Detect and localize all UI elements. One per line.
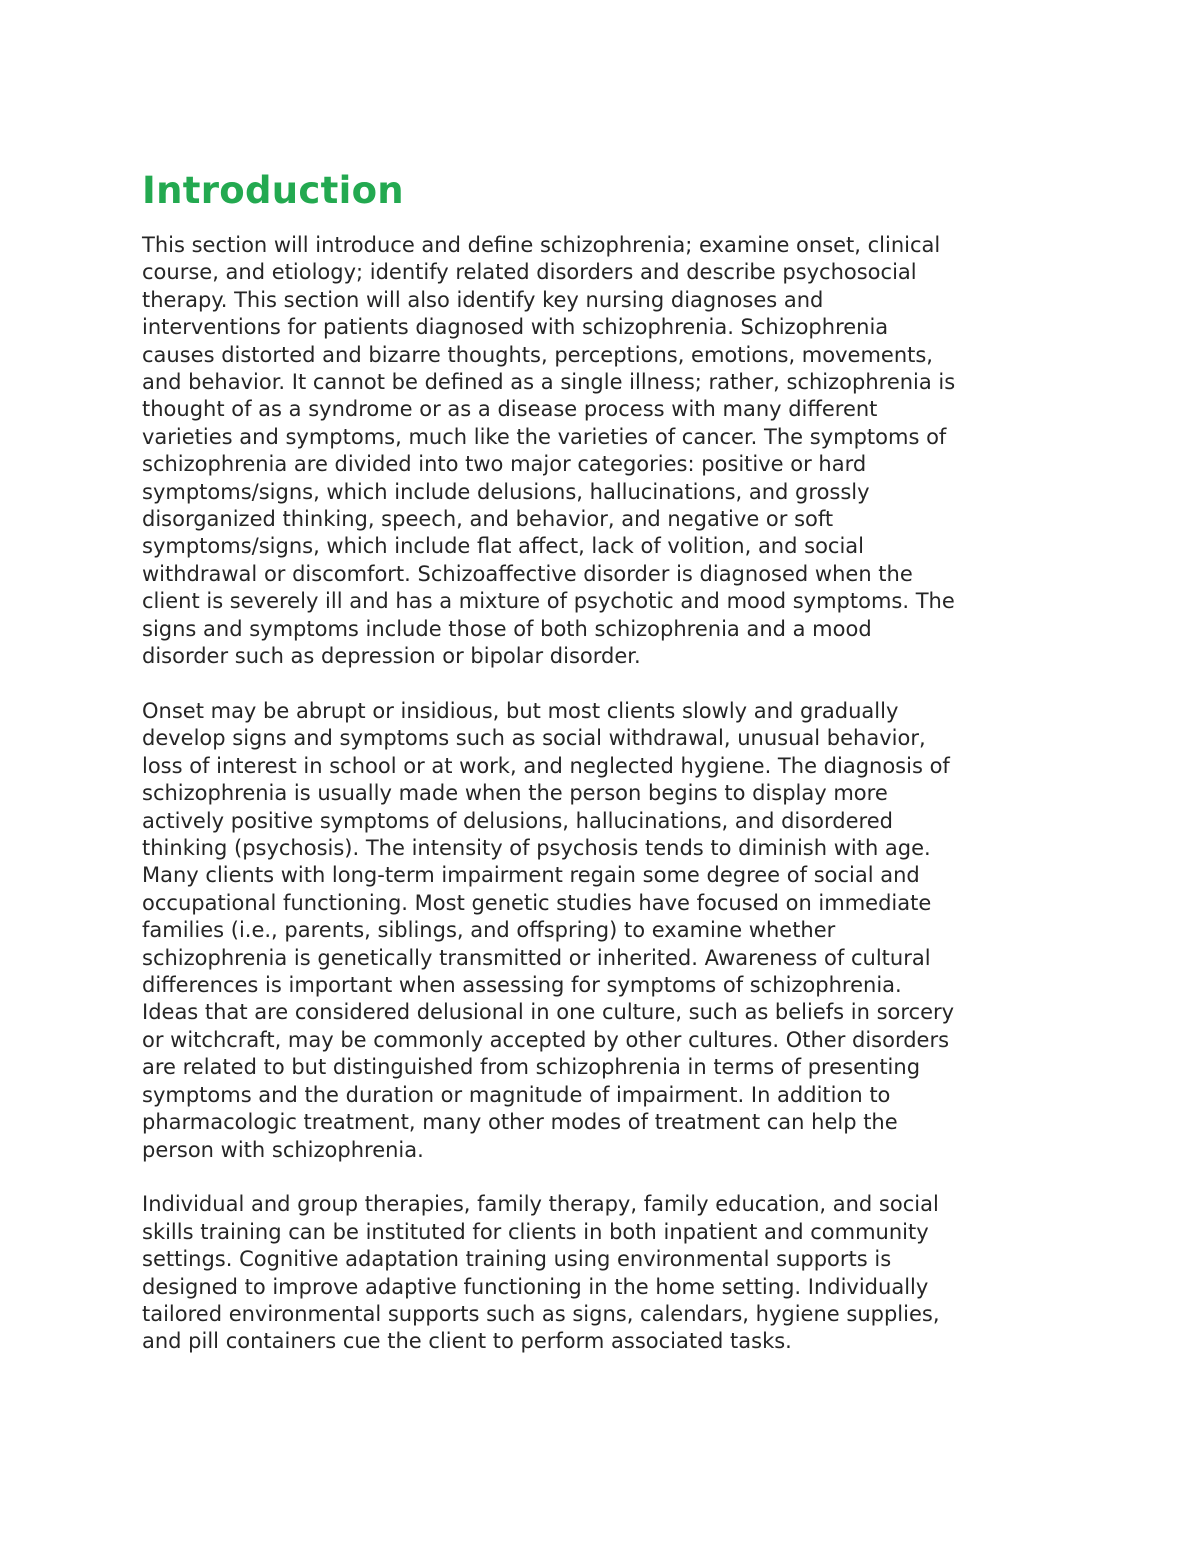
paragraph-line: thought of as a syndrome or as a disease process with many different — [142, 397, 878, 422]
paragraph-line: differences is important when assessing for symptoms of schizophrenia. — [142, 973, 902, 998]
paragraph-line: or witchcraft, may be commonly accepted by other cultures. Other disorders — [142, 1027, 950, 1052]
paragraph-line: schizophrenia is genetically transmitted or inherited. Awareness of cultural — [142, 945, 931, 970]
paragraph-line: and pill containers cue the client to perform associated tasks. — [142, 1329, 792, 1354]
body-paragraph — [142, 1191, 1072, 1355]
paragraph-line: person with schizophrenia. — [142, 1137, 424, 1162]
paragraph-line: symptoms and the duration or magnitude of impairment. In addition to — [142, 1082, 891, 1107]
paragraph-line: Onset may be abrupt or insidious, but most clients slowly and gradually — [142, 699, 899, 723]
paragraph-line: thinking (psychosis). The intensity of psychosis tends to diminish with age. — [142, 836, 931, 861]
paragraph-line: course, and etiology; identify related disorders and describe psychosocial — [142, 260, 917, 285]
paragraph-line: varieties and symptoms, much like the varieties of cancer. The symptoms of — [142, 424, 947, 449]
body-paragraph — [142, 698, 1072, 1164]
paragraph-line: schizophrenia is usually made when the person begins to display more — [142, 781, 888, 806]
section-heading: Introduction — [142, 169, 404, 212]
paragraph-line: Individual and group therapies, family therapy, family education, and social — [142, 1192, 939, 1217]
paragraph-line: symptoms/signs, which include flat affect, lack of volition, and social — [142, 534, 864, 559]
paragraph-line: designed to improve adaptive functioning in the home setting. Individually — [142, 1274, 929, 1299]
paragraph-line: skills training can be instituted for clients in both inpatient and community — [142, 1219, 929, 1244]
paragraph-line: therapy. This section will also identify key nursing diagnoses and — [142, 287, 824, 312]
paragraph-container — [142, 232, 1072, 1356]
paragraph-line: are related to but distinguished from schizophrenia in terms of presenting — [142, 1055, 921, 1080]
paragraph-line: families (i.e., parents, siblings, and offspring) to examine whether — [142, 918, 836, 943]
paragraph-line: signs and symptoms include those of both schizophrenia and a mood — [142, 616, 872, 641]
paragraph-line: tailored environmental supports such as signs, calendars, hygiene supplies, — [142, 1302, 940, 1327]
paragraph-line: disorder such as depression or bipolar disorder. — [142, 644, 641, 669]
paragraph-line: causes distorted and bizarre thoughts, perceptions, emotions, movements, — [142, 342, 933, 367]
paragraph-line: disorganized thinking, speech, and behavior, and negative or soft — [142, 507, 834, 532]
paragraph-line: pharmacologic treatment, many other modes of treatment can help the — [142, 1110, 898, 1135]
paragraph-line: withdrawal or discomfort. Schizoaffective disorder is diagnosed when the — [142, 561, 913, 586]
paragraph-line: interventions for patients diagnosed with schizophrenia. Schizophrenia — [142, 315, 889, 340]
paragraph-line: Ideas that are considered delusional in one culture, such as beliefs in sorcery — [142, 1000, 955, 1025]
paragraph-line: This section will introduce and define schizophrenia; examine onset, clinical — [142, 233, 941, 257]
document-body — [142, 168, 1072, 1383]
paragraph-line: Many clients with long-term impairment regain some degree of social and — [142, 863, 920, 888]
paragraph-line: settings. Cognitive adaptation training using environmental supports is — [142, 1247, 892, 1272]
paragraph-line: and behavior. It cannot be defined as a single illness; rather, schizophrenia is — [142, 370, 956, 395]
paragraph-line: actively positive symptoms of delusions, hallucinations, and disordered — [142, 808, 893, 833]
paragraph-line: schizophrenia are divided into two major categories: positive or hard — [142, 452, 867, 477]
paragraph-line: occupational functioning. Most genetic studies have focused on immediate — [142, 890, 932, 915]
paragraph-line: develop signs and symptoms such as social withdrawal, unusual behavior, — [142, 726, 926, 751]
paragraph-line: client is severely ill and has a mixture of psychotic and mood symptoms. The — [142, 589, 955, 614]
body-paragraph — [142, 232, 1072, 671]
paragraph-line: symptoms/signs, which include delusions, hallucinations, and grossly — [142, 479, 870, 504]
paragraph-line: loss of interest in school or at work, and neglected hygiene. The diagnosis of — [142, 753, 950, 778]
